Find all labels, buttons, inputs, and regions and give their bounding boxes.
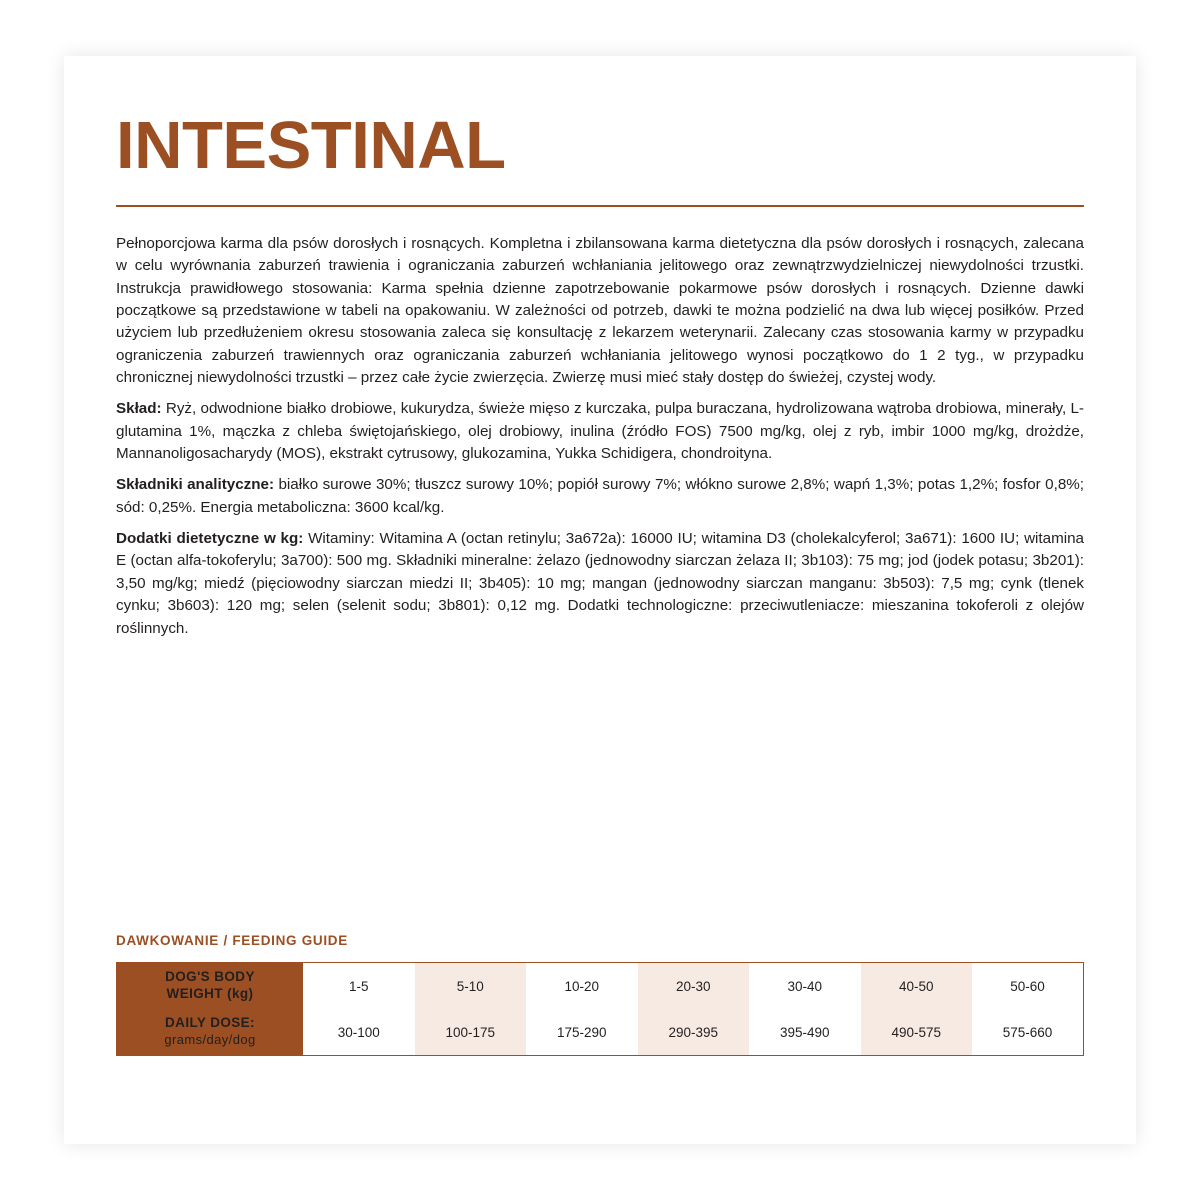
- feeding-guide-section: [116, 933, 1084, 1056]
- document-content: [116, 108, 1084, 1104]
- row-header-weight-line2: WEIGHT (kg): [166, 986, 254, 1001]
- weight-cell-2: 10-20: [564, 978, 600, 994]
- dose-cell-5: 490-575: [861, 1009, 973, 1056]
- dose-cell-3: 290-395: [638, 1009, 750, 1056]
- document-page: [64, 56, 1136, 1144]
- dose-cell-1: 100-175: [415, 1009, 527, 1056]
- weight-cell-1: 5-10: [415, 963, 527, 1010]
- feeding-guide-table: [116, 962, 1084, 1056]
- weight-cell-4: 30-40: [787, 978, 823, 994]
- weight-cell-6: 50-60: [1010, 978, 1045, 994]
- row-header-weight-line1: DOG'S BODY: [165, 969, 255, 985]
- dose-cell-0: 30-100: [337, 1024, 380, 1040]
- paragraph-intro: [116, 233, 1084, 389]
- row-header-dose-line2: grams/day/dog: [164, 1032, 256, 1048]
- weight-cell-3: 20-30: [638, 963, 750, 1010]
- paragraph-additives-lead: Dodatki dietetyczne w kg:: [116, 530, 304, 548]
- paragraph-additives-text: Witaminy: Witamina A (octan retinylu; 3a672a): 16000 IU; witamina D3 (cholekalcyferol; 3a671): 1600 IU; witamina E (octan alfa-tokoferylu; 3a700): 500 mg. Składniki mineralne: żelazo (jednowodny siarczan żelaza II; 3b103): 75 mg; jod (jodek potasu; 3b201): 3,50 mg/kg; miedź (pięciowodny siarczan miedzi II; 3b405): 10 mg; mangan (jednowodny siarczan manganu: 3b503): 7,5 mg; cynk (tlenek cynku; 3b603): 120 mg; selen (selenit sodu; 3b801): 0,12 mg. Dodatki technologiczne: przeciwutleniacze: mieszanina tokoferoli z olejów roślinnych.: [116, 530, 1084, 637]
- paragraph-composition: [116, 398, 1084, 465]
- row-header-dose: [117, 1009, 304, 1056]
- paragraph-additives: [116, 528, 1084, 640]
- dose-cell-4: 395-490: [779, 1024, 830, 1040]
- title-divider: [116, 205, 1084, 207]
- paragraph-composition-text: Ryż, odwodnione białko drobiowe, kukurydza, świeże mięso z kurczaka, pulpa buraczana, hydrolizowana wątroba drobiowa, minerały, L-glutamina 1%, mączka z chleba świętojańskiego, olej drobiowy, inulina (źródło FOS) 7500 mg/kg, olej z ryb, imbir 1000 mg/kg, drożdże, Mannanoligosacharydy (MOS), ekstrakt cytrusowy, glukozamina, Yukka Schidigera, chondroityna.: [116, 400, 1084, 463]
- table-row-dose: [117, 1009, 1084, 1056]
- paragraph-analytical-lead: Składniki analityczne:: [116, 476, 275, 494]
- weight-cell-5: 40-50: [861, 963, 973, 1010]
- dose-cell-6: 575-660: [1002, 1024, 1053, 1040]
- paragraph-composition-lead: Skład:: [116, 400, 162, 418]
- dose-cell-2: 175-290: [556, 1024, 607, 1040]
- paragraph-intro-text: Pełnoporcjowa karma dla psów dorosłych i rosnących. Kompletna i zbilansowana karma dietetyczna dla psów dorosłych i rosnących, zalecana w celu wyrównania zaburzeń trawienia i ograniczania zaburzeń wchłaniania jelitowego oraz zewnątrzwydzielniczej niewydolności trzustki. Instrukcja prawidłowego stosowania: Karma spełnia dzienne zapotrzebowanie pokarmowe psów dorosłych i rosnących. Dzienne dawki początkowe są przedstawione w tabeli na opakowaniu. W zależności od potrzeb, dawki te można podzielić na dwa lub więcej posiłków. Przed użyciem lub przedłużeniem okresu stosowania zaleca się konsultację z lekarzem weterynarii. Zalecany czas stosowania karmy w przypadku ograniczenia zaburzeń trawiennych oraz ograniczania zaburzeń wchłaniania jelitowego wynosi początkowo do 1 2 tyg., w przypadku chronicznej niewydolności trzustki – przez całe życie zwierzęcia. Zwierzę musi mieć stały dostęp do świeżej, czystej wody.: [116, 235, 1084, 387]
- row-header-weight: [117, 963, 304, 1010]
- paragraph-analytical-text: białko surowe 30%; tłuszcz surowy 10%; popiół surowy 7%; włókno surowe 2,8%; wapń 1,3%; potas 1,2%; fosfor 0,8%; sód: 0,25%. Energia metaboliczna: 3600 kcal/kg.: [116, 476, 1084, 516]
- weight-cell-0: 1-5: [348, 978, 369, 994]
- row-header-dose-line1: DAILY DOSE:: [165, 1015, 255, 1031]
- page-title: INTESTINAL: [116, 108, 506, 183]
- paragraph-analytical: [116, 474, 1084, 519]
- table-row-weight: [117, 963, 1084, 1010]
- feeding-guide-heading: DAWKOWANIE / FEEDING GUIDE: [116, 933, 348, 948]
